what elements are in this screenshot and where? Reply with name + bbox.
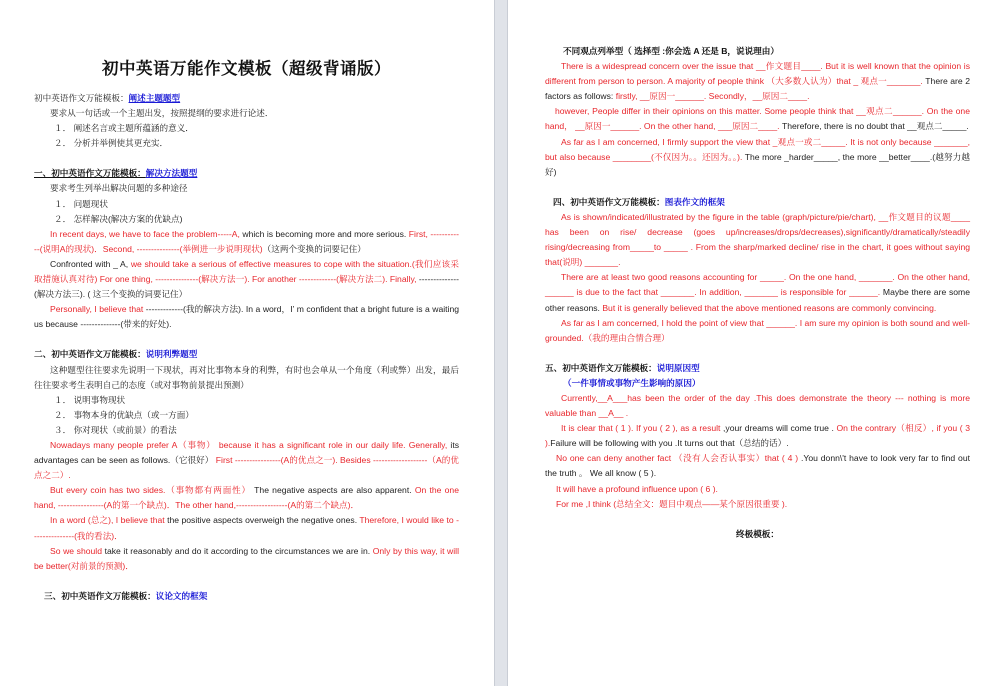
section4-type-link[interactable]: 图表作文的框架 xyxy=(664,196,725,207)
section3-heading xyxy=(34,589,459,604)
red-text: There are at least two good reasons accounting for _____. On the one hand, _______. On the other hand, ______ is due to the fact that _______. In addition, _______ is responsible for ______. xyxy=(545,272,970,298)
body-text: --------------(解决方法三). ( 这三个变换的词要记住） xyxy=(34,274,459,300)
section4-paragraph-3: As far as I am concerned, I hold the point of view that ______. I am sure my opinion is both sound and well-grounded.（我的理由合情合理） xyxy=(545,317,970,343)
section5-paragraph-2 xyxy=(545,421,970,451)
body-text: The negative aspects are also apparent. xyxy=(250,485,415,496)
section2-item-3: ３． 你对现状（或前景）的看法 xyxy=(54,424,177,435)
red-text: On the contrary（相反）, if you ( 3 ). xyxy=(545,423,971,449)
section1-item-2: ２． 怎样解决(解决方案的优缺点) xyxy=(54,213,183,224)
body-text: （这两个变换的词要记住） xyxy=(262,243,366,254)
opinion-paragraph-1 xyxy=(545,59,970,104)
section2-item-1: １． 说明事物现状 xyxy=(54,394,126,405)
section5-label: 五、初中英语作文万能模板： xyxy=(545,362,657,373)
red-text: First, ------------(说明A的现状)．Second, ---------------(举例进一步说明现状) xyxy=(34,228,459,254)
section1-paragraph-1 xyxy=(34,227,459,257)
section2-item-2: ２． 事物本身的优缺点（或一方面） xyxy=(54,409,194,420)
section4-heading xyxy=(545,195,970,210)
red-text: In a word (总之), I believe that xyxy=(50,515,165,526)
section1-heading xyxy=(34,166,459,181)
section3-label: 三、初中英语作文万能模板： xyxy=(44,590,156,601)
section1-label: 一、初中英语作文万能模板： xyxy=(34,168,146,179)
opinion-paragraph-2 xyxy=(545,104,970,134)
section2-type-link[interactable]: 说明利弊题型 xyxy=(145,349,198,360)
section1-type-link[interactable]: 解决方法题型 xyxy=(145,168,198,179)
section5-paragraph-1: Currently,__A___has been the order of the day .This does demonstrate the theory --- nothing is more valuable than __A__ . xyxy=(545,392,970,419)
opinion-sub-heading: 不同观点列举型（ 选择型 :你会选 A 还是 B，说说理由） xyxy=(563,46,779,56)
page-right-content xyxy=(545,44,970,542)
intro-desc: 要求从一句话或一个主题出发，按照提纲的要求进行论述． xyxy=(50,108,274,119)
section3-type-link[interactable]: 议论文的框架 xyxy=(155,590,208,601)
final-template-label: 终极模板： xyxy=(736,528,779,539)
intro-item-2: ２． 分析并举例使其更充实． xyxy=(54,138,169,149)
red-text: There is a widespread concern over the issue that __作文题目____. But it is well known that the opinion is different from person to person. A majority of people think （大多数人认为）that _ 观点一_______. xyxy=(545,61,970,87)
body-text: ,your dreams will come true . xyxy=(720,423,834,434)
red-text: So we should xyxy=(50,545,102,556)
section4-paragraph-2 xyxy=(545,270,970,315)
section2-heading xyxy=(34,347,459,362)
red-text: Therefore, I would like to ---------------(我的看法)． xyxy=(34,515,459,541)
section4-label: 四、初中英语作文万能模板： xyxy=(553,196,665,207)
section5-sub-type: （一件事情或事物产生影响的原因） xyxy=(563,377,701,388)
section4-paragraph-1: As is shown/indicated/illustrated by the figure in the table (graph/picture/pie/chart), __作文题目的议题____ has been on rise/ decrease (goes up/increases/drops/decreases),significantly/dramatically/steadily rising/decreasing from_____to _____ . From the sharp/marked decline/ rise in the chart, it goes without saying that(说明) _______. xyxy=(545,211,970,268)
section2-paragraph-3 xyxy=(34,513,459,543)
section5-heading xyxy=(545,361,970,376)
page-gutter xyxy=(494,0,508,686)
document-title: 初中英语万能作文模板（超级背诵版） xyxy=(102,60,391,78)
section2-paragraph-4 xyxy=(34,544,459,574)
intro-label: 初中英语作文万能模板： xyxy=(34,93,129,103)
body-text: There are 2 factors as follows: xyxy=(545,76,971,102)
red-text: As far as I am concerned, I firmly support the view that _观点一或二_____. It is not only because _______, but also because ________(不仅因为。。还因为。。). xyxy=(545,136,970,162)
intro-type-link[interactable]: 阐述主题题型 xyxy=(128,93,181,103)
red-text: Personally, I believe that xyxy=(50,304,144,315)
document-page-left xyxy=(0,0,494,686)
section2-paragraph-1 xyxy=(34,438,459,483)
document-page-right xyxy=(508,0,1002,686)
red-text: No one can deny another fact （没有人会否认事实）that ( 4 ) xyxy=(556,453,799,464)
body-text: -------------(我的解决方法). In a word，I’ m confident that a bright future is a waiting us because --------------(带来的好处). xyxy=(34,304,460,330)
section2-label: 二、初中英语作文万能模板： xyxy=(34,349,146,360)
red-text: In recent days, we have to face the problem-----A, xyxy=(50,228,240,239)
section5-paragraph-5: For me ,I think (总结全文：题目中观点——某个原因很重要 ). xyxy=(556,498,788,509)
body-text: Therefore, there is no doubt that __观点二_____. xyxy=(779,121,969,132)
section1-desc: 要求考生列举出解决问题的多种途径 xyxy=(50,183,188,194)
red-text: First ----------------(A的优点之一). Besides -------------------（A的优点之二）. xyxy=(34,455,459,481)
intro-item-1: １． 阐述名言或主题所蕴涵的意义． xyxy=(54,123,194,134)
red-text: Only by this way, it will be better(对前景的预测)． xyxy=(34,545,459,571)
red-text: firstly, __原因一______. Secondly，__原因二____. xyxy=(615,91,810,102)
intro-heading xyxy=(34,91,459,106)
body-text: its advantages can be seen as follows.（它很好） xyxy=(34,439,460,466)
body-text: the positive aspects overweigh the negative ones. xyxy=(164,515,360,526)
section5-paragraph-3 xyxy=(545,451,970,481)
section5-type-link[interactable]: 说明原因型 xyxy=(656,362,700,373)
section5-paragraph-4: It will have a profound influence upon ( 6 ). xyxy=(556,483,718,494)
section1-paragraph-2 xyxy=(34,257,459,302)
page-left-content xyxy=(34,52,459,604)
red-text: however, People differ in their opinions on this matter. Some people think that __观点二______. On the one hand， __原因一______. On the other hand, ___原因二____. xyxy=(545,106,970,132)
red-text: On the one hand, ----------------(A的第一个缺点)．The other hand,------------------(A的第二个缺点)． xyxy=(34,485,459,511)
red-text: But every coin has two sides.（事物都有两面性） xyxy=(50,485,251,496)
red-text: we should take a serious of effective measures to cope with the situation.(我们应该采取措施认真对待) For one thing, ---------------(解决方法一). For another -------------(解决方法二). Finally, xyxy=(34,258,459,285)
opinion-paragraph-3 xyxy=(545,135,970,180)
body-text: Maybe there are some other reasons. xyxy=(545,287,970,313)
red-text: But it is generally believed that the above mentioned reasons are commonly convincing. xyxy=(602,302,937,313)
body-text: Confronted with _ A, xyxy=(50,258,129,269)
body-text: The more _harder_____, the more __better____.(越努力越好) xyxy=(545,151,970,177)
section1-item-1: １． 问题现状 xyxy=(54,198,108,209)
body-text: take it reasonably and do it according to the circumstances we are in. xyxy=(102,545,373,556)
body-text: Failure will be following with you .It turns out that（总结的话）. xyxy=(550,438,789,449)
section2-paragraph-2 xyxy=(34,483,459,513)
body-text: .You donn\'t have to look very far to find out the truth 。 We all know ( 5 ). xyxy=(545,453,971,479)
section1-paragraph-3 xyxy=(34,302,459,332)
red-text: Nowadays many people prefer A（事物） because it has a significant role in our daily life. Generally, xyxy=(50,439,448,450)
red-text: It is clear that ( 1 ). If you ( 2 ), as a result xyxy=(561,423,721,434)
section2-desc: 这种题型往往要求先说明一下现状，再对比事物本身的利弊，有时也会单从一个角度（利或弊）出发，最后往往要求考生表明自己的态度（或对事物前景提出预测） xyxy=(34,364,459,390)
body-text: which is becoming more and more serious. xyxy=(239,228,407,239)
